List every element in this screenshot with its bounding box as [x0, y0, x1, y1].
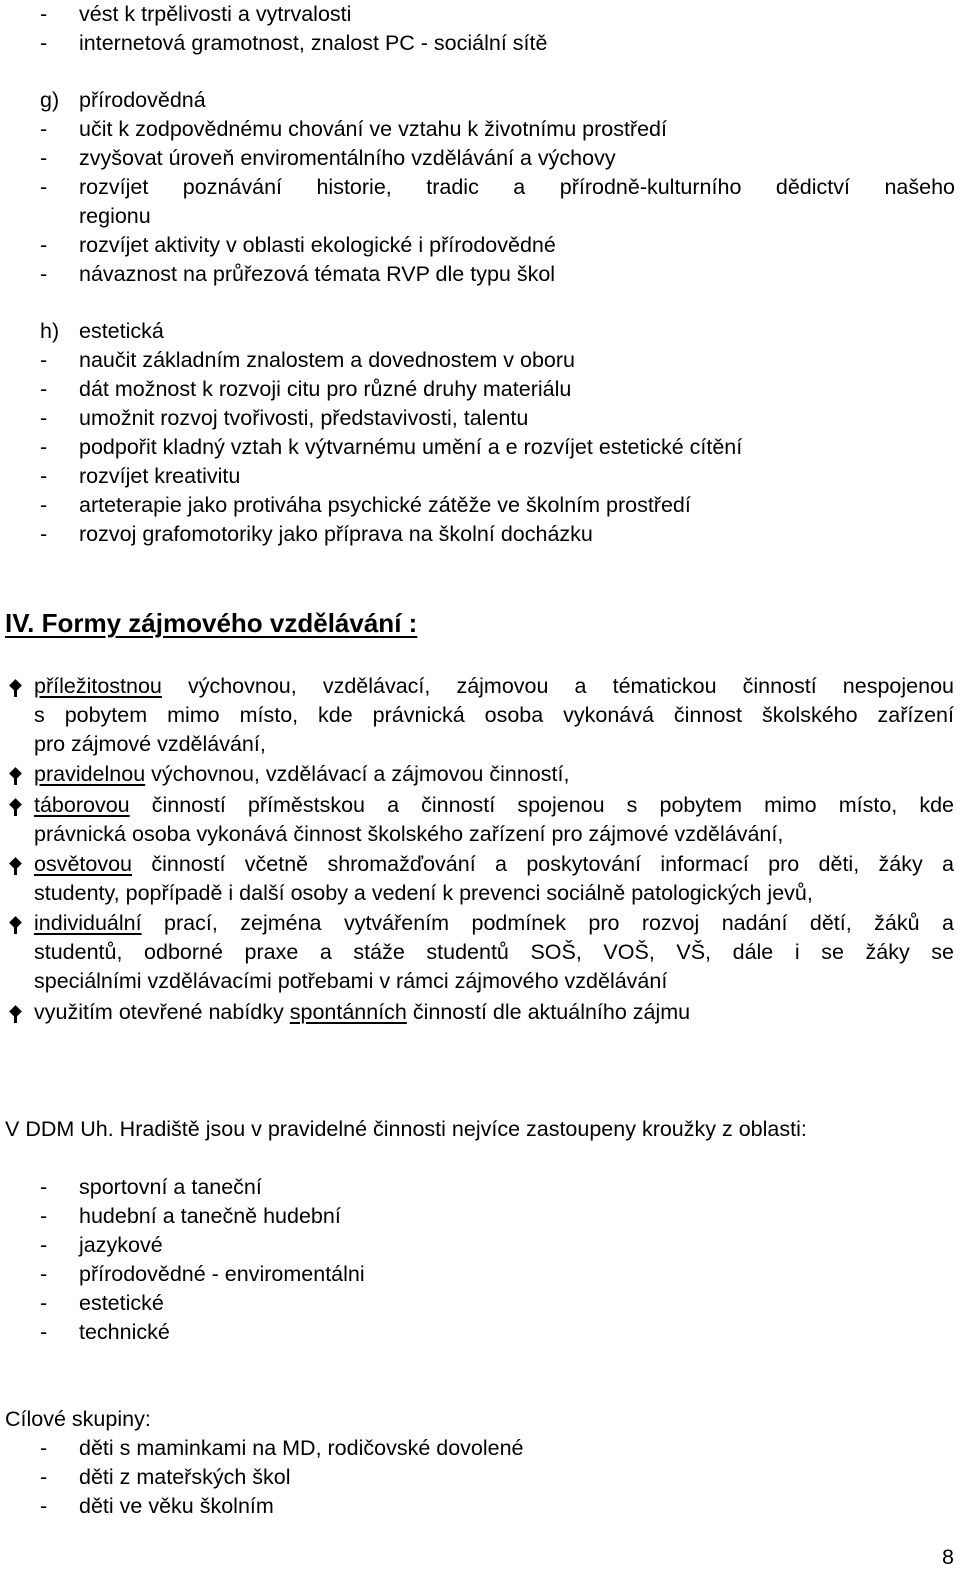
dash: -: [40, 2, 48, 26]
list-item-text: rozvoj grafomotoriky jako příprava na školní docházku: [79, 522, 593, 546]
list-item-text: naučit základním znalostem a dovednostem v oboru: [79, 348, 575, 372]
form-item-line: táborovou činností příměstskou a činností spojenou s pobytem mimo místo, kde: [34, 793, 954, 817]
list-item-text: děti z mateřských škol: [79, 1465, 291, 1489]
list-item-text: vést k trpělivosti a vytrvalosti: [79, 2, 352, 26]
bullet-icon: [8, 672, 24, 701]
section-g-title: [40, 86, 206, 115]
list-item-text: umožnit rozvoj tvořivosti, představivosti, talentu: [79, 406, 529, 430]
section-title: estetická: [79, 319, 164, 343]
form-item-line: využitím otevřené nabídky spontánních činností dle aktuálního zájmu: [34, 1000, 691, 1024]
list-item-text: rozvíjet aktivity v oblasti ekologické i přírodovědné: [79, 233, 556, 257]
dash: -: [40, 377, 48, 401]
form-key: osvětovou: [34, 852, 133, 876]
bullet-icon: [8, 791, 24, 820]
list-item-text: jazykové: [79, 1233, 163, 1257]
bullet-icon: [8, 909, 24, 938]
section-title: přírodovědná: [79, 88, 206, 112]
bullet-icon: [8, 850, 24, 879]
list-item-text: návaznost na průřezová témata RVP dle typu škol: [79, 262, 556, 286]
form-item-line: příležitostnou výchovnou, vzdělávací, zájmovou a tématickou činností nespojenou: [34, 674, 954, 698]
form-item-line: osvětovou činností včetně shromažďování a poskytování informací pro děti, žáky a: [34, 852, 954, 876]
dash: -: [40, 493, 48, 517]
form-item-line: individuální prací, zejména vytvářením podmínek pro rozvoj nadání dětí, žáků a: [34, 911, 954, 935]
dash: -: [40, 348, 48, 372]
dash: -: [40, 1291, 48, 1315]
dash: -: [40, 1320, 48, 1344]
dash: -: [40, 406, 48, 430]
list-item-text: zvyšovat úroveň enviromentálního vzdělávání a výchovy: [79, 146, 616, 170]
list-item-text: děti ve věku školním: [79, 1494, 274, 1518]
section-heading: IV. Formy zájmového vzdělávání :: [5, 608, 418, 638]
bullet-icon: [8, 998, 24, 1027]
list-item-text: hudební a tanečně hudební: [79, 1204, 341, 1228]
section-marker: h): [40, 319, 60, 343]
list-item-text: podpořit kladný vztah k výtvarnému umění a e rozvíjet estetické cítění: [79, 435, 743, 459]
form-item-line: speciálními vzdělávacími potřebami v rámci zájmového vzdělávání: [34, 969, 668, 993]
form-item-line: pravidelnou výchovnou, vzdělávací a zájmovou činností,: [34, 762, 570, 786]
list-item-text: děti s maminkami na MD, rodičovské dovolené: [79, 1436, 524, 1460]
dash: -: [40, 1233, 48, 1257]
list-item-text: regionu: [79, 204, 151, 228]
dash: -: [40, 1465, 48, 1489]
list-item-text: učit k zodpovědnému chování ve vztahu k životnímu prostředí: [79, 117, 667, 141]
list-item-text: sportovní a taneční: [79, 1175, 262, 1199]
form-key: příležitostnou: [34, 674, 162, 698]
list-item-text: přírodovědné - enviromentálni: [79, 1262, 365, 1286]
dash: -: [40, 31, 48, 55]
dash: -: [40, 1436, 48, 1460]
dash: -: [40, 1175, 48, 1199]
dash: -: [40, 146, 48, 170]
list-item-text: arteterapie jako protiváha psychické zátěže ve školním prostředí: [79, 493, 691, 517]
form-item-line: pro zájmové vzdělávání,: [34, 732, 266, 756]
bullet-icon: [8, 760, 24, 789]
dash: -: [40, 522, 48, 546]
list-item-text: dát možnost k rozvoji citu pro různé druhy materiálu: [79, 377, 572, 401]
page-number: 8: [942, 1545, 954, 1569]
list-item-text: technické: [79, 1320, 170, 1344]
ddm-intro: V DDM Uh. Hradiště jsou v pravidelné činnosti nejvíce zastoupeny kroužky z oblasti:: [5, 1117, 807, 1141]
dash: -: [40, 1204, 48, 1228]
dash: -: [40, 1494, 48, 1518]
dash: -: [40, 117, 48, 141]
section-marker: g): [40, 88, 60, 112]
dash: -: [40, 464, 48, 488]
list-item-text: rozvíjet kreativitu: [79, 464, 241, 488]
list-item-text: rozvíjet poznávání historie, tradic a přírodně-kulturního dědictví našeho: [79, 175, 955, 199]
dash: -: [40, 1262, 48, 1286]
list-item-text: internetová gramotnost, znalost PC - sociální sítě: [79, 31, 548, 55]
form-key: táborovou: [34, 793, 130, 817]
dash: -: [40, 262, 48, 286]
dash: -: [40, 233, 48, 257]
form-item-line: studenty, popřípadě i další osoby a vedení k prevenci sociálně patologických jevů,: [34, 881, 813, 905]
form-item-line: studentů, odborné praxe a stáže studentů SOŠ, VOŠ, VŠ, dále i se žáky se: [34, 940, 954, 964]
form-key: spontánních: [289, 1000, 407, 1024]
dash: -: [40, 175, 48, 199]
section-h-title: [40, 317, 164, 346]
form-key: pravidelnou: [34, 762, 146, 786]
form-item-line: s pobytem mimo místo, kde právnická osoba vykonává činnost školského zařízení: [34, 703, 954, 727]
list-item-text: estetické: [79, 1291, 164, 1315]
dash: -: [40, 435, 48, 459]
targets-title: Cílové skupiny:: [5, 1407, 151, 1431]
form-key: individuální: [34, 911, 142, 935]
form-item-line: právnická osoba vykonává činnost školského zařízení pro zájmové vzdělávání,: [34, 822, 784, 846]
